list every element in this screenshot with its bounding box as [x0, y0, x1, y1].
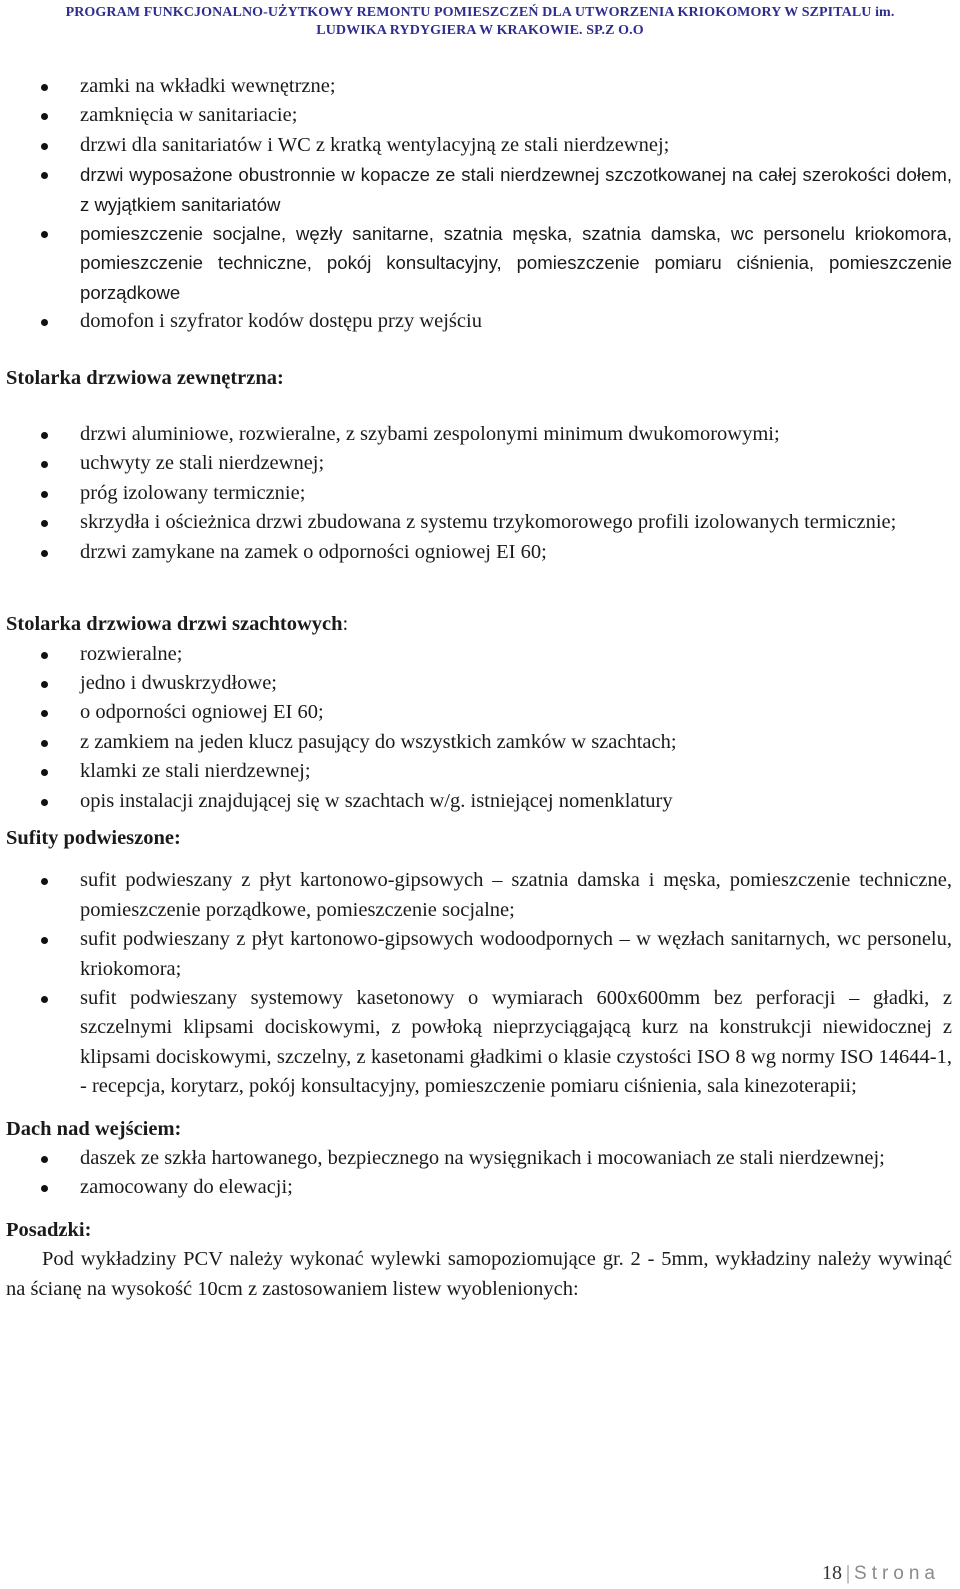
section-heading-canopy: Dach nad wejściem: — [6, 1117, 182, 1140]
section-heading-shaft-title: Stolarka drzwiowa drzwi szachtowych — [6, 613, 343, 636]
list-item: próg izolowany termicznie; — [6, 479, 952, 508]
footer-separator: | — [846, 1562, 851, 1584]
list-item: zamknięcia w sanitariacie; — [6, 101, 952, 130]
list-item: drzwi dla sanitariatów i WC z kratką wentylacyjną ze stali nierdzewnej; — [6, 131, 952, 160]
top-list — [6, 72, 952, 337]
section-heading-shaft — [6, 610, 952, 639]
document-body — [6, 72, 952, 1304]
list-item: zamocowany do elewacji; — [6, 1173, 952, 1202]
list-item: drzwi zamykane na zamek o odporności ogniowej EI 60; — [6, 538, 952, 567]
shaft-list — [6, 640, 952, 816]
list-item: domofon i szyfrator kodów dostępu przy wejściu — [6, 307, 952, 336]
exterior-list — [6, 420, 952, 567]
list-item: klamki ze stali nierdzewnej; — [6, 757, 952, 786]
page-number: 18 — [822, 1562, 842, 1584]
list-item: opis instalacji znajdującej się w szachtach w/g. istniejącej nomenklatury — [6, 787, 952, 816]
list-item: rozwieralne; — [6, 640, 952, 669]
floors-paragraph-text: Pod wykładziny PCV należy wykonać wylewki samopoziomujące gr. 2 - 5mm, wykładziny należy wywinąć na ścianę na wysokość 10cm z zastosowaniem listew wyoblenionych: — [6, 1248, 952, 1300]
section-heading-floors: Posadzki: — [6, 1218, 92, 1241]
list-item: pomieszczenie socjalne, węzły sanitarne, szatnia męska, szatnia damska, wc personelu kriokomora, pomieszczenie techniczne, pokój konsultacyjny, pomieszczenie pomiaru ciśnienia, pomieszczenie porządkowe — [6, 219, 952, 307]
list-item: skrzydła i ościeżnica drzwi zbudowana z systemu trzykomorowego profili izolowanych termicznie; — [6, 508, 952, 537]
header-line-1: PROGRAM FUNKCJONALNO-UŻYTKOWY REMONTU POMIESZCZEŃ DLA UTWORZENIA KRIOKOMORY W SZPITALU im. — [65, 5, 895, 20]
document-header — [0, 4, 960, 40]
list-item: daszek ze szkła hartowanego, bezpiecznego na wysięgnikach i mocowaniach ze stali nierdzewnej; — [6, 1144, 952, 1173]
section-heading-exterior: Stolarka drzwiowa zewnętrzna: — [6, 366, 284, 389]
list-item: z zamkiem na jeden klucz pasujący do wszystkich zamków w szachtach; — [6, 728, 952, 757]
list-item: drzwi aluminiowe, rozwieralne, z szybami zespolonymi minimum dwukomorowymi; — [6, 420, 952, 449]
section-heading-ceilings: Sufity podwieszone: — [6, 826, 181, 849]
list-item: sufit podwieszany z płyt kartonowo-gipsowych wodoodpornych – w węzłach sanitarnych, wc personelu, kriokomora; — [6, 925, 952, 984]
section-heading-shaft-colon: : — [342, 613, 349, 636]
page-word: Strona — [854, 1563, 940, 1584]
list-item: jedno i dwuskrzydłowe; — [6, 669, 952, 698]
header-line-2: LUDWIKA RYDYGIERA W KRAKOWIE. SP.Z O.O — [316, 23, 644, 38]
canopy-list — [6, 1144, 952, 1203]
list-item: sufit podwieszany z płyt kartonowo-gipsowych – szatnia damska i męska, pomieszczenie techniczne, pomieszczenie porządkowe, pomieszczenie socjalne; — [6, 866, 952, 925]
ceilings-list — [6, 866, 952, 1101]
floors-paragraph — [6, 1245, 952, 1304]
list-item: zamki na wkładki wewnętrzne; — [6, 72, 952, 101]
page-footer — [822, 1560, 940, 1587]
list-item: drzwi wyposażone obustronnie w kopacze ze stali nierdzewnej szczotkowanej na całej szerokości dołem, z wyjątkiem sanitariatów — [6, 160, 952, 219]
list-item: uchwyty ze stali nierdzewnej; — [6, 449, 952, 478]
list-item: sufit podwieszany systemowy kasetonowy o wymiarach 600x600mm bez perforacji – gładki, z szczelnymi klipsami dociskowymi, z powłoką nieprzyciągającą kurz na konstrukcji niewidocznej z klipsami dociskowymi, szczelny, z kasetonami gładkimi o klasie czystości ISO 8 wg normy ISO 14644-1, - recepcja, korytarz, pokój konsultacyjny, pomieszczenie pomiaru ciśnienia, sala kinezoterapii; — [6, 984, 952, 1102]
list-item: o odporności ogniowej EI 60; — [6, 698, 952, 727]
